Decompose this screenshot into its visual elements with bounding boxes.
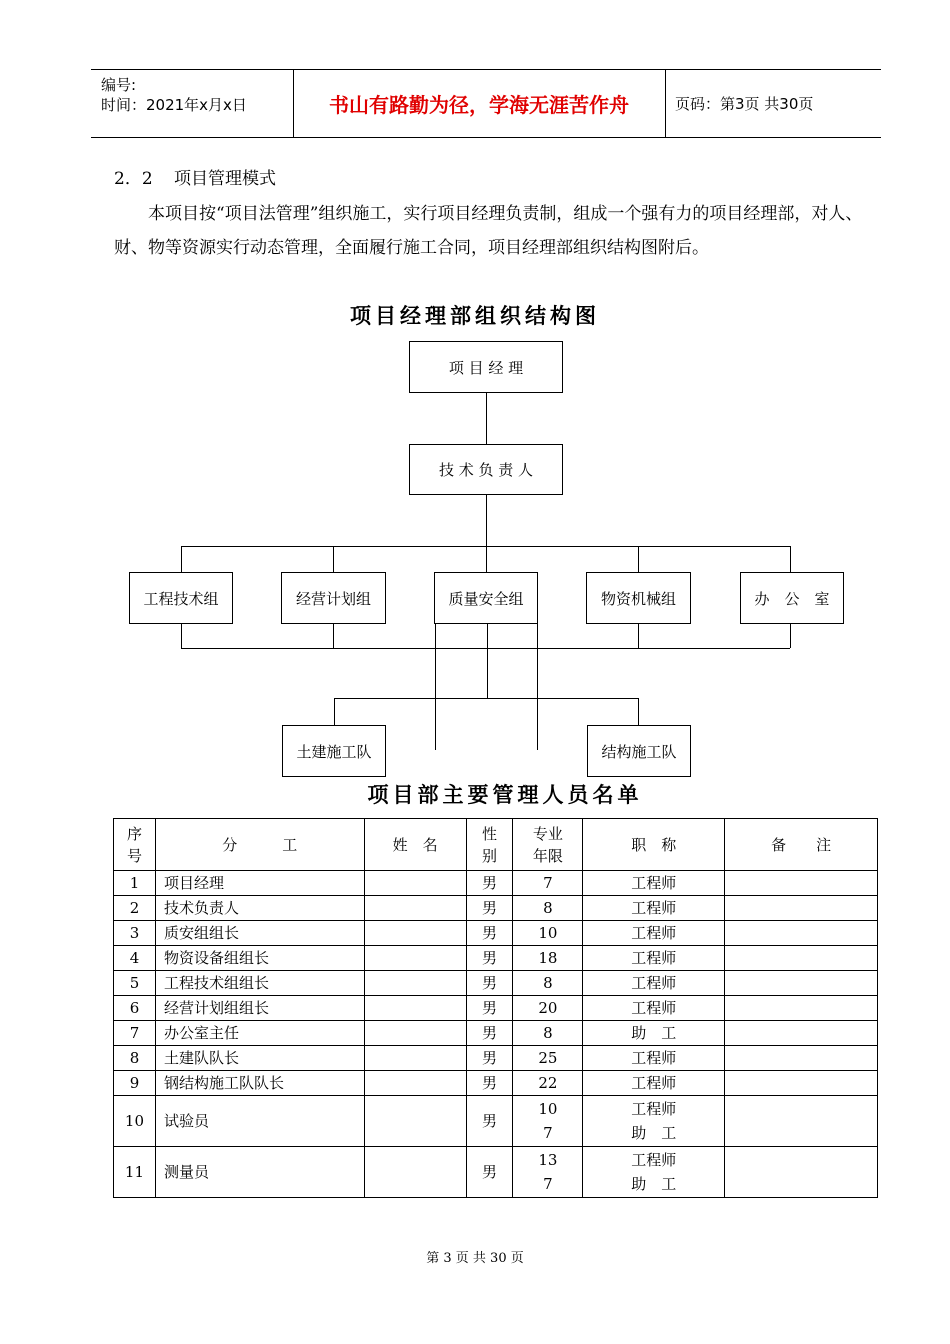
- cell-title: 工程师: [583, 871, 725, 896]
- cell-years: 7: [513, 871, 583, 896]
- connector-line: [333, 624, 334, 648]
- org-box-quality-safety-group: 质量安全组: [434, 572, 538, 624]
- cell-note: [725, 1071, 878, 1096]
- connector-line: [435, 624, 436, 750]
- table-row: [114, 946, 878, 971]
- cell-note: [725, 946, 878, 971]
- cell-role: 测量员: [155, 1147, 364, 1198]
- connector-line: [638, 624, 639, 648]
- cell-role: 工程技术组组长: [155, 971, 364, 996]
- staff-table-title: 项目部主要管理人员名单: [367, 783, 643, 807]
- cell-note: [725, 871, 878, 896]
- connector-line: [181, 546, 182, 572]
- cell-no: 9: [114, 1071, 156, 1096]
- page-indicator: 页码：第3页 共30页: [675, 95, 814, 113]
- cell-title: 助 工: [583, 1021, 725, 1046]
- cell-years: 22: [513, 1071, 583, 1096]
- org-box-tech-lead: 技 术 负 责 人: [409, 444, 563, 495]
- cell-title: 工程师: [583, 946, 725, 971]
- cell-name: [364, 1096, 466, 1147]
- cell-role: 试验员: [155, 1096, 364, 1147]
- cell-note: [725, 1147, 878, 1198]
- cell-role: 技术负责人: [155, 896, 364, 921]
- cell-gender: 男: [466, 946, 513, 971]
- connector-line: [181, 648, 790, 649]
- document-header: [91, 69, 881, 138]
- table-row: [114, 871, 878, 896]
- cell-gender: 男: [466, 1071, 513, 1096]
- cell-gender: 男: [466, 871, 513, 896]
- code-label: 编号:: [101, 76, 137, 94]
- cell-name: [364, 1021, 466, 1046]
- staff-table: [113, 818, 878, 1198]
- cell-role: 钢结构施工队队长: [155, 1071, 364, 1096]
- org-box-structure-team: 结构施工队: [587, 725, 691, 777]
- connector-line: [790, 624, 791, 648]
- cell-title: 工程师: [583, 1071, 725, 1096]
- org-chart-title: 项目经理部组织结构图: [350, 304, 600, 328]
- table-row: [114, 996, 878, 1021]
- cell-gender: 男: [466, 996, 513, 1021]
- cell-note: [725, 996, 878, 1021]
- cell-no: 5: [114, 971, 156, 996]
- cell-years: 8: [513, 896, 583, 921]
- table-row: [114, 1096, 878, 1147]
- org-box-manager: 项 目 经 理: [409, 341, 563, 393]
- cell-title: 工程师: [583, 921, 725, 946]
- cell-name: [364, 896, 466, 921]
- cell-years: 13 7: [513, 1147, 583, 1198]
- time-label: 时间：2021年x月x日: [101, 96, 247, 114]
- header-cell-role: 分 工: [155, 819, 364, 871]
- paragraph-text: 本项目按“项目法管理”组织施工，实行项目经理负责制，组成一个强有力的项目经理部，对人、财、物等资源实行动态管理，全面履行施工合同，项目经理部组织结构图附后。: [114, 204, 863, 258]
- cell-no: 11: [114, 1147, 156, 1198]
- header-cell-gender: 性 别: [466, 819, 513, 871]
- cell-role: 经营计划组组长: [155, 996, 364, 1021]
- connector-line: [537, 624, 538, 750]
- connector-line: [790, 546, 791, 572]
- connector-line: [333, 546, 334, 572]
- header-cell-name: 姓 名: [364, 819, 466, 871]
- cell-no: 7: [114, 1021, 156, 1046]
- header-meta: [101, 75, 247, 115]
- cell-title: 工程师: [583, 1046, 725, 1071]
- table-row: [114, 1147, 878, 1198]
- connector-line: [638, 546, 639, 572]
- cell-title: 工程师: [583, 996, 725, 1021]
- cell-note: [725, 1096, 878, 1147]
- cell-gender: 男: [466, 1096, 513, 1147]
- connector-line: [486, 495, 487, 546]
- cell-gender: 男: [466, 1046, 513, 1071]
- cell-years: 10 7: [513, 1096, 583, 1147]
- cell-role: 质安组组长: [155, 921, 364, 946]
- cell-name: [364, 996, 466, 1021]
- cell-years: 8: [513, 1021, 583, 1046]
- cell-gender: 男: [466, 896, 513, 921]
- table-row: [114, 921, 878, 946]
- cell-no: 1: [114, 871, 156, 896]
- cell-title: 工程师: [583, 971, 725, 996]
- cell-gender: 男: [466, 971, 513, 996]
- cell-name: [364, 971, 466, 996]
- connector-line: [181, 624, 182, 648]
- cell-name: [364, 946, 466, 971]
- table-row: [114, 1071, 878, 1096]
- cell-gender: 男: [466, 1147, 513, 1198]
- header-divider: [665, 70, 666, 137]
- body-paragraph: [114, 197, 874, 265]
- cell-no: 10: [114, 1096, 156, 1147]
- section-heading: [114, 164, 276, 189]
- page-footer: 第 3 页 共 30 页: [426, 1251, 524, 1266]
- cell-name: [364, 1046, 466, 1071]
- org-box-engineering-group: 工程技术组: [129, 572, 233, 624]
- cell-note: [725, 1021, 878, 1046]
- connector-line: [638, 698, 639, 725]
- cell-name: [364, 1071, 466, 1096]
- header-cell-note: 备 注: [725, 819, 878, 871]
- cell-years: 10: [513, 921, 583, 946]
- org-box-materials-group: 物资机械组: [586, 572, 691, 624]
- cell-name: [364, 1147, 466, 1198]
- connector-line: [486, 546, 487, 572]
- connector-line: [486, 393, 487, 444]
- cell-no: 6: [114, 996, 156, 1021]
- section-number: 2．2: [114, 169, 153, 189]
- cell-no: 3: [114, 921, 156, 946]
- section-title: 项目管理模式: [174, 169, 276, 189]
- table-row: [114, 1046, 878, 1071]
- cell-title: 工程师 助 工: [583, 1096, 725, 1147]
- connector-line: [334, 698, 639, 699]
- cell-note: [725, 921, 878, 946]
- cell-role: 项目经理: [155, 871, 364, 896]
- cell-years: 20: [513, 996, 583, 1021]
- cell-note: [725, 971, 878, 996]
- cell-name: [364, 921, 466, 946]
- org-box-office: 办 公 室: [740, 572, 844, 624]
- connector-line: [334, 698, 335, 725]
- header-slogan: 书山有路勤为径，学海无涯苦作舟: [329, 93, 629, 117]
- table-row: [114, 971, 878, 996]
- cell-years: 8: [513, 971, 583, 996]
- cell-gender: 男: [466, 1021, 513, 1046]
- table-row: [114, 896, 878, 921]
- cell-role: 物资设备组组长: [155, 946, 364, 971]
- cell-years: 18: [513, 946, 583, 971]
- cell-gender: 男: [466, 921, 513, 946]
- cell-role: 土建队队长: [155, 1046, 364, 1071]
- header-cell-title: 职 称: [583, 819, 725, 871]
- cell-no: 4: [114, 946, 156, 971]
- cell-years: 25: [513, 1046, 583, 1071]
- header-cell-no: 序 号: [114, 819, 156, 871]
- cell-title: 工程师 助 工: [583, 1147, 725, 1198]
- cell-no: 2: [114, 896, 156, 921]
- cell-title: 工程师: [583, 896, 725, 921]
- cell-note: [725, 1046, 878, 1071]
- org-box-planning-group: 经营计划组: [281, 572, 386, 624]
- org-box-civil-team: 土建施工队: [282, 725, 386, 777]
- cell-no: 8: [114, 1046, 156, 1071]
- cell-role: 办公室主任: [155, 1021, 364, 1046]
- cell-note: [725, 896, 878, 921]
- table-row: [114, 1021, 878, 1046]
- table-header-row: [114, 819, 878, 871]
- header-cell-years: 专业 年限: [513, 819, 583, 871]
- connector-line: [487, 624, 488, 699]
- cell-name: [364, 871, 466, 896]
